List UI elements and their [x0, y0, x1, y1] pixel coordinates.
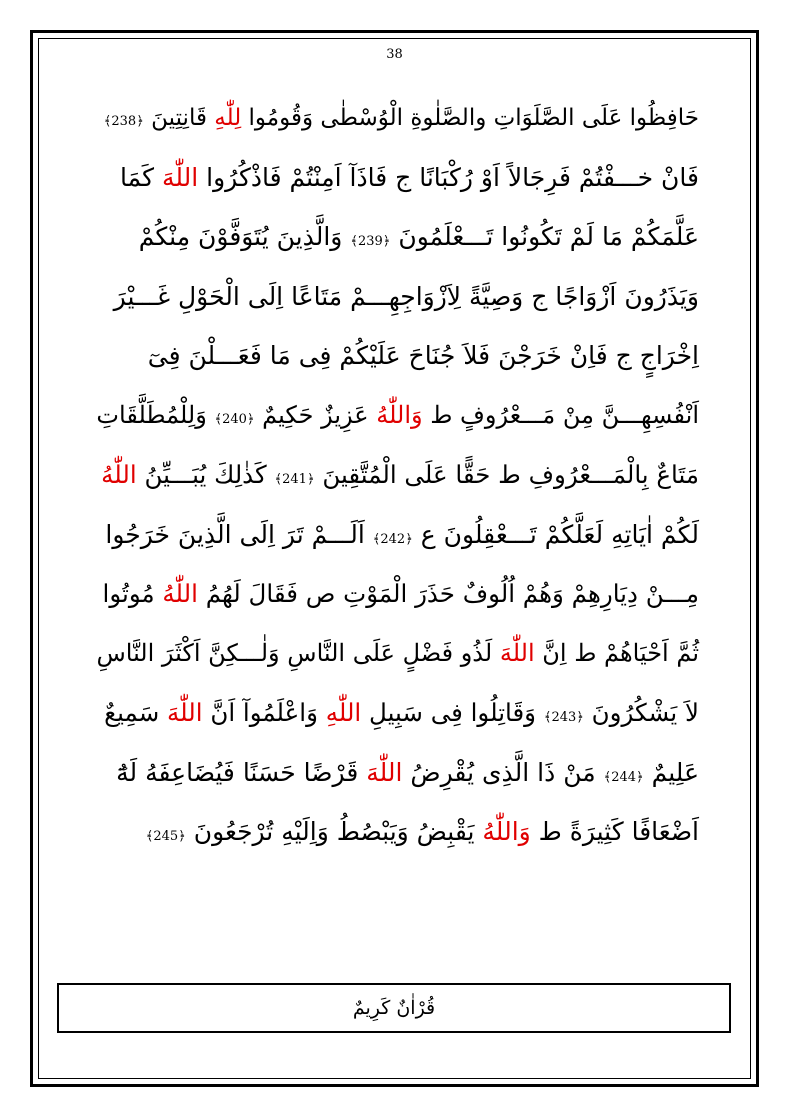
text-line-content: [103, 579, 699, 608]
divine-name: اللّٰهَ: [499, 639, 535, 668]
text-line-content: [148, 341, 699, 370]
divine-name: اللّٰهُ: [101, 460, 137, 490]
text-line-content: [104, 698, 699, 727]
text-line: [95, 148, 699, 208]
verse-text: عَلَّمَكُمْ مَا لَمْ تَكُونُوا تَـــعْلَمُونَ: [390, 222, 699, 252]
verse-text: قَرْضًا حَسَنًا فَيُضَاعِفَهُ لَهُٓ: [116, 757, 367, 787]
verse-text: اَنْفُسِهِـــنَّ مِنْ مَـــعْرُوفٍ ط: [422, 401, 699, 430]
verse-text: لاَ يَشْكُرُونَ: [583, 698, 699, 728]
verse-number: ﴿240﴾: [214, 412, 255, 428]
text-line-content: [105, 520, 699, 549]
text-line-content: [96, 401, 699, 429]
text-line: [95, 445, 699, 505]
verse-text: عَزِيزٌ حَكِيمٌ: [254, 401, 377, 430]
verse-text: وَيَذَرُونَ اَزْوَاجًا ج وَصِيَّةً لِاَزْوَاجِهِـــمْ مَتَاعًا اِلَى الْحَوْلِ غَـــيْرَ: [113, 281, 699, 311]
page-number: 38: [386, 47, 403, 62]
divine-name: لِلّٰهِ: [214, 104, 242, 131]
verse-text: فَانْ خـــفْتُمْ فَرِجَالاً اَوْ رُكْبَانًا ج فَاذَآ اَمِنْتُمْ فَاذْكُرُوا: [198, 162, 699, 192]
text-line: [95, 683, 699, 743]
text-line-content: [114, 282, 699, 311]
verse-text: اِخْرَاجٍ ج فَاِنْ خَرَجْنَ فَلاَ جُنَاحَ عَلَيْكُمْ فِى مَا فَعَـــلْنَ فِىٓ: [147, 341, 699, 371]
verse-number: ﴿242﴾: [372, 531, 413, 547]
verse-text: وَاعْلَمُوآ اَنَّ: [202, 698, 326, 728]
verse-text: لَكُمْ اٰيَاتِهِ لَعَلَّكُمْ تَـــعْقِلُونَ ع: [412, 519, 699, 549]
verse-number: ﴿238﴾: [103, 113, 144, 129]
verse-text: لَذُو فَضْلٍ عَلَى النَّاسِ وَلٰـــكِنَّ اَكْثَرَ النَّاسِ: [96, 639, 500, 668]
verse-number: ﴿241﴾: [274, 472, 315, 488]
verse-text: ثُمَّ اَحْيَاهُمْ ط اِنَّ: [534, 639, 699, 668]
footer-box: [57, 983, 731, 1033]
verse-text: حَافِظُوا عَلَى الصَّلَوَاتِ والصَّلٰوةِ الْوُسْطٰى وَقُومُوا: [241, 104, 699, 131]
verse-text: وَالَّذِينَ يُتَوَفَّوْنَ مِنْكُمْ: [138, 222, 351, 252]
verse-text: مَتَاعٌ بِالْمَـــعْرُوفِ ط حَقًّا عَلَى الْمُتَّقِينَ: [314, 460, 699, 490]
text-line: [95, 505, 699, 565]
verse-text: كَذٰلِكَ يُبَـــيِّنُ: [136, 460, 275, 490]
verse-text: وَقَاتِلُوا فِى سَبِيلِ: [361, 698, 544, 728]
quran-text-block: [95, 88, 699, 862]
verse-number: ﴿239﴾: [350, 234, 391, 250]
text-line-content: [101, 460, 699, 489]
text-line-content: [120, 163, 699, 192]
verse-number: ﴿245﴾: [145, 829, 186, 845]
verse-text: عَلِيمٌ: [643, 757, 699, 787]
text-line-content: [116, 758, 699, 787]
divine-name: اللّٰهَ: [161, 162, 199, 192]
divine-name: اللّٰهُ: [162, 579, 198, 609]
divine-name: وَاللّٰهُ: [376, 401, 423, 430]
footer-title: قُرْاٰنٌ كَرِيمٌ: [352, 997, 436, 1019]
divine-name: اللّٰهِ: [325, 698, 362, 728]
verse-text: وَلِلْمُطَلَّقَاتِ: [96, 401, 215, 430]
verse-text: يَقْبِضُ وَيَبْصُطُ وَاِلَيْهِ تُرْجَعُونَ: [185, 817, 483, 847]
verse-text: اَضْعَافًا كَثِيرَةً ط: [530, 817, 699, 847]
verse-text: مِـــنْ دِيَارِهِمْ وَهُمْ اُلُوفٌ حَذَرَ الْمَوْتِ ص فَقَالَ لَهُمُ: [197, 579, 699, 609]
verse-text: مَنْ ذَا الَّذِى يُقْرِضُ: [402, 757, 604, 787]
text-line: [95, 207, 699, 267]
verse-text: كَمَا: [120, 162, 162, 192]
verse-text: سَمِيعٌ: [104, 698, 168, 728]
divine-name: اللّٰهَ: [366, 757, 403, 787]
text-line-content: [104, 105, 699, 131]
text-line-content: [139, 222, 699, 251]
text-line: [95, 624, 699, 684]
divine-name: وَاللّٰهُ: [482, 817, 531, 847]
text-line: [95, 267, 699, 327]
text-line: [95, 743, 699, 803]
verse-number: ﴿244﴾: [603, 769, 644, 785]
verse-number: ﴿243﴾: [543, 710, 584, 726]
verse-text: اَلَـــمْ تَرَ اِلَى الَّذِينَ خَرَجُوا: [105, 519, 373, 549]
text-line: [95, 326, 699, 386]
text-line: [95, 88, 699, 148]
text-line-content: [96, 639, 699, 667]
text-line-content: [146, 817, 699, 846]
verse-text: مُوتُوا: [102, 579, 163, 609]
verse-text: قَانِتِينَ: [143, 104, 215, 131]
divine-name: اللّٰهَ: [167, 698, 203, 728]
text-line: [95, 802, 699, 862]
text-line: [95, 386, 699, 446]
text-line: [95, 564, 699, 624]
